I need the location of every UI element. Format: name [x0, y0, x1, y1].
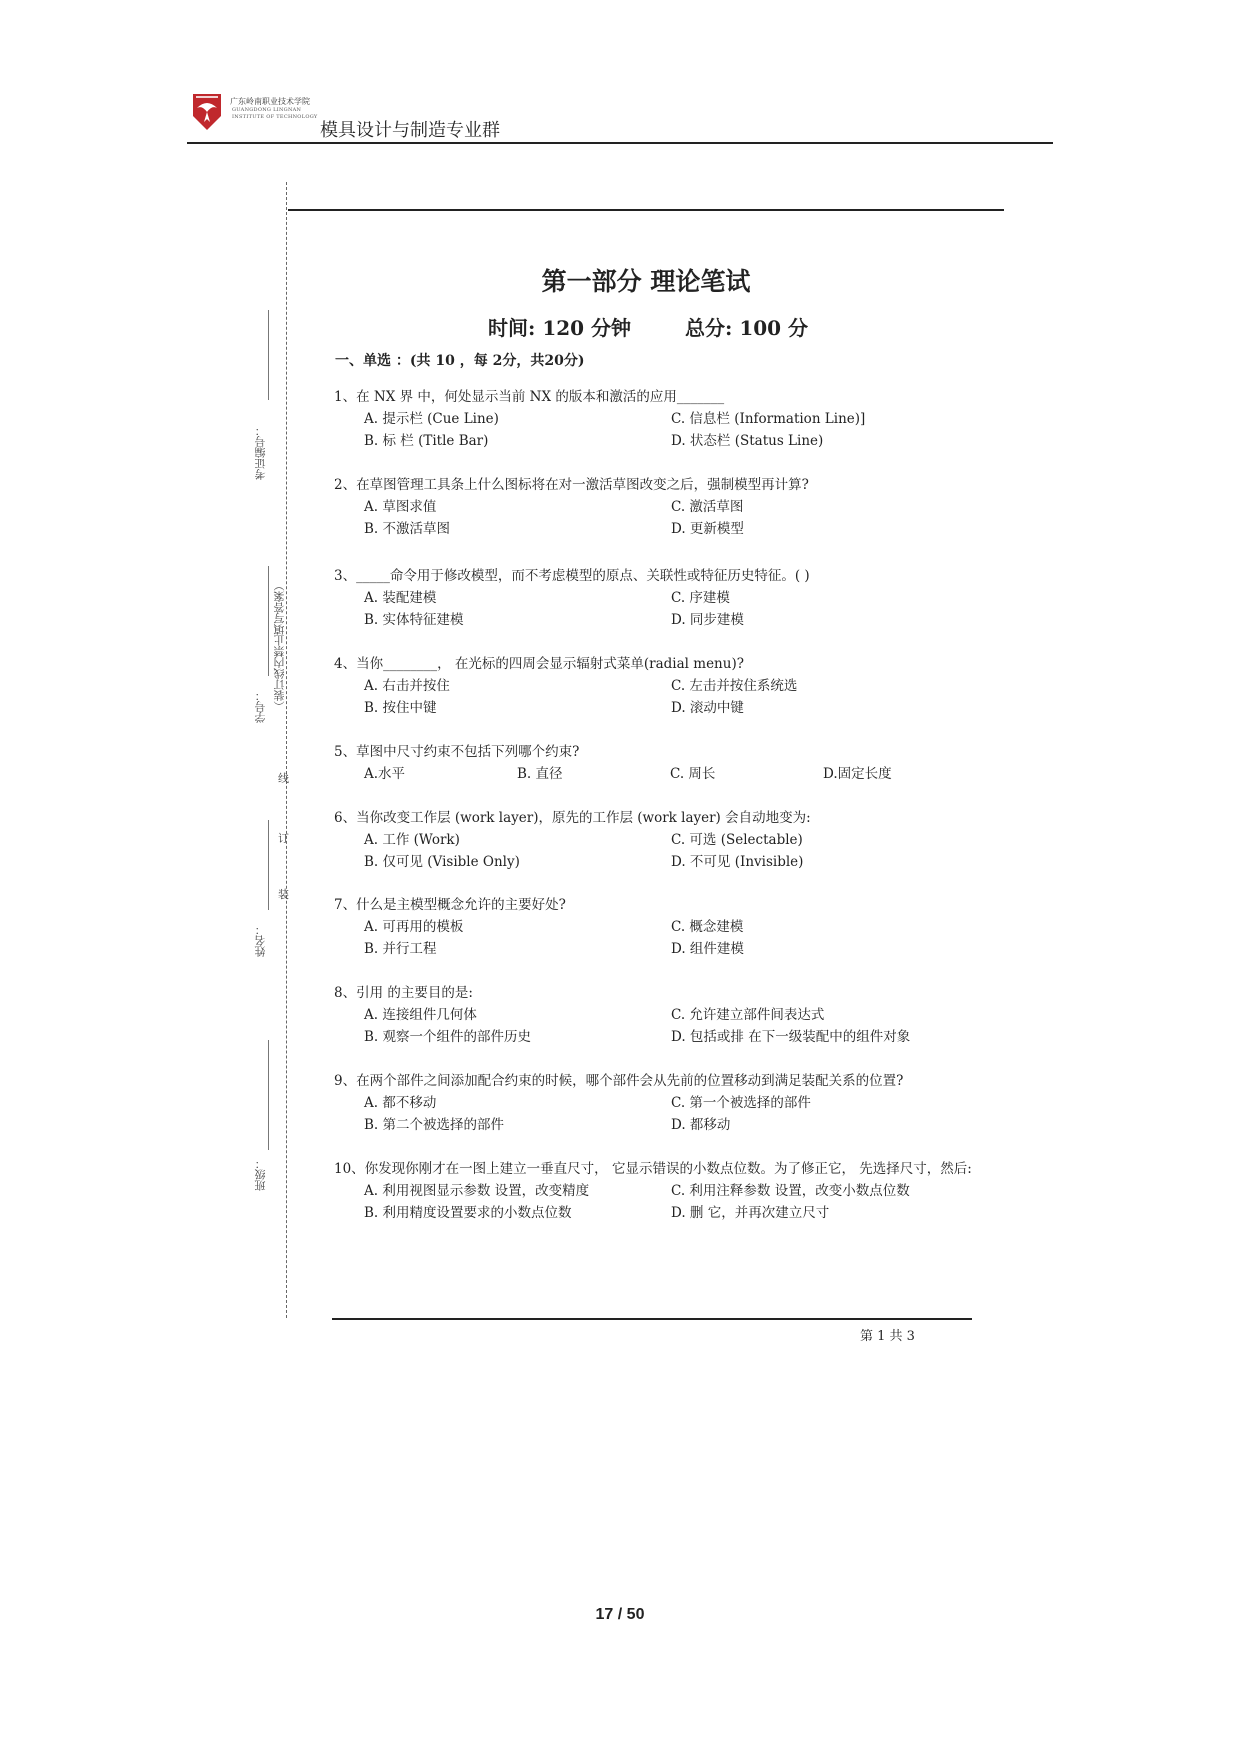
question-3 — [334, 565, 974, 631]
header-title: 模具设计与制造专业群 — [320, 120, 500, 141]
question-stem: 4、当你________， 在光标的四周会显示辐射式菜单(radial menu)? — [334, 656, 744, 672]
option-b: B. 第二个被选择的部件 — [364, 1117, 505, 1133]
binding-char-install: 装 — [278, 888, 289, 901]
question-10 — [334, 1158, 974, 1224]
section-heading: 一、单选 ：(共 10 ，每 2分，共20分) — [335, 353, 585, 369]
option-d: D. 更新模型 — [671, 521, 744, 537]
option-b: B. 不激活草图 — [364, 521, 451, 537]
header-divider — [187, 142, 1053, 144]
option-c: C. 允许建立部件间表达式 — [671, 1007, 825, 1023]
student-id-fill-line — [268, 566, 269, 676]
option-b: B. 按住中键 — [364, 700, 437, 716]
option-d: D. 删 它，并再次建立尺寸 — [671, 1205, 830, 1221]
option-a: A. 工作 (Work) — [364, 832, 460, 848]
binding-dashed-line — [286, 182, 287, 1318]
option-b: B. 观察一个组件的部件历史 — [364, 1029, 532, 1045]
paper-page-info: 第 1 共 3 — [860, 1329, 915, 1344]
question-stem: 1、在 NX 界 中，何处显示当前 NX 的版本和激活的应用_______ — [334, 389, 725, 405]
name-label: 姓名： — [254, 924, 267, 957]
question-4 — [334, 653, 974, 719]
question-5 — [334, 741, 974, 785]
option-a: A. 提示栏 (Cue Line) — [364, 411, 499, 427]
name-fill-line — [268, 820, 269, 910]
paper-top-rule — [288, 209, 1004, 211]
question-stem: 2、在草图管理工具条上什么图标将在对一激活草图改变之后，强制模型再计算? — [334, 477, 809, 493]
option-d: D. 状态栏 (Status Line) — [671, 433, 824, 449]
option-c: C. 第一个被选择的部件 — [671, 1095, 811, 1111]
school-name-cn: 广东岭南职业技术学院 — [230, 97, 310, 106]
option-d: D. 不可见 (Invisible) — [671, 854, 804, 870]
exam-title: 第一部分 理论笔试 — [541, 267, 751, 296]
option-b: B. 实体特征建模 — [364, 612, 464, 628]
option-a: A. 右击并按住 — [364, 678, 450, 694]
binding-char-line: 线 — [278, 772, 289, 785]
option-c: C. 利用注释参数 设置，改变小数点位数 — [671, 1183, 910, 1199]
school-name-en-line2: INSTITUTE OF TECHNOLOGY — [232, 114, 318, 120]
option-c: C. 概念建模 — [671, 919, 744, 935]
option-a: A. 都不移动 — [364, 1095, 437, 1111]
exam-id-fill-line — [268, 310, 269, 400]
question-8 — [334, 982, 974, 1048]
binding-char-order: 订 — [278, 832, 289, 845]
question-stem: 9、在两个部件之间添加配合约束的时候，哪个部件会从先前的位置移动到满足装配关系的位置? — [334, 1073, 904, 1089]
question-stem: 5、草图中尺寸约束不包括下列哪个约束? — [334, 744, 580, 760]
option-d: D.固定长度 — [823, 766, 892, 782]
option-b: B. 仅可见 (Visible Only) — [364, 854, 520, 870]
paper-bottom-rule — [332, 1318, 972, 1320]
school-name-en-line1: GUANGDONG LINGNAN — [232, 107, 302, 113]
question-stem: 7、什么是主模型概念允许的主要好处? — [334, 897, 566, 913]
question-stem: 6、当你改变工作层 (work layer)，原先的工作层 (work layer) 会自动地变为: — [334, 810, 811, 826]
option-a: A. 装配建模 — [364, 590, 437, 606]
question-7 — [334, 894, 974, 960]
option-b: B. 直径 — [517, 766, 563, 782]
question-6 — [334, 807, 974, 873]
exam-total-score: 总分: 100 分 — [685, 316, 809, 340]
option-a: A. 利用视图显示参数 设置，改变精度 — [364, 1183, 590, 1199]
page-number: 17 / 50 — [595, 1606, 645, 1623]
option-c: C. 信息栏 (Information Line)] — [671, 411, 866, 427]
class-label: 班级： — [254, 1158, 267, 1191]
option-a: A.水平 — [364, 766, 406, 782]
option-c: C. 序建模 — [671, 590, 730, 606]
option-d: D. 都移动 — [671, 1117, 731, 1133]
option-c: C. 周长 — [670, 766, 716, 782]
question-stem: 10、你发现你刚才在一图上建立一垂直尺寸， 它显示错误的小数点位数。为了修正它， 先选择尺寸，然后: — [334, 1161, 972, 1177]
question-2 — [334, 474, 974, 540]
option-c: C. 左击并按住系统选 — [671, 678, 798, 694]
question-stem: 3、_____命令用于修改模型，而不考虑模型的原点、关联性或特征历史特征。( ) — [334, 568, 810, 584]
option-a: A. 连接组件几何体 — [364, 1007, 477, 1023]
question-1 — [334, 386, 974, 452]
option-d: D. 包括或排 在下一级装配中的组件对象 — [671, 1029, 911, 1045]
option-d: D. 滚动中键 — [671, 700, 744, 716]
option-a: A. 草图求值 — [364, 499, 437, 515]
option-a: A. 可再用的模板 — [364, 919, 464, 935]
option-c: C. 激活草图 — [671, 499, 744, 515]
option-b: B. 标 栏 (Title Bar) — [364, 433, 489, 449]
school-logo — [192, 92, 222, 132]
question-stem: 8、引用 的主要目的是: — [334, 985, 473, 1001]
exam-time: 时间: 120 分钟 — [488, 316, 632, 340]
student-id-label: 学号： — [254, 690, 267, 723]
option-d: D. 组件建模 — [671, 941, 744, 957]
option-b: B. 并行工程 — [364, 941, 437, 957]
option-d: D. 同步建模 — [671, 612, 744, 628]
exam-id-label: 考证编号： — [254, 425, 267, 480]
option-c: C. 可选 (Selectable) — [671, 832, 803, 848]
binding-notice: （装订线内禁止填写答案） — [273, 580, 286, 712]
option-b: B. 利用精度设置要求的小数点位数 — [364, 1205, 572, 1221]
question-9 — [334, 1070, 974, 1136]
class-fill-line — [268, 1040, 269, 1150]
